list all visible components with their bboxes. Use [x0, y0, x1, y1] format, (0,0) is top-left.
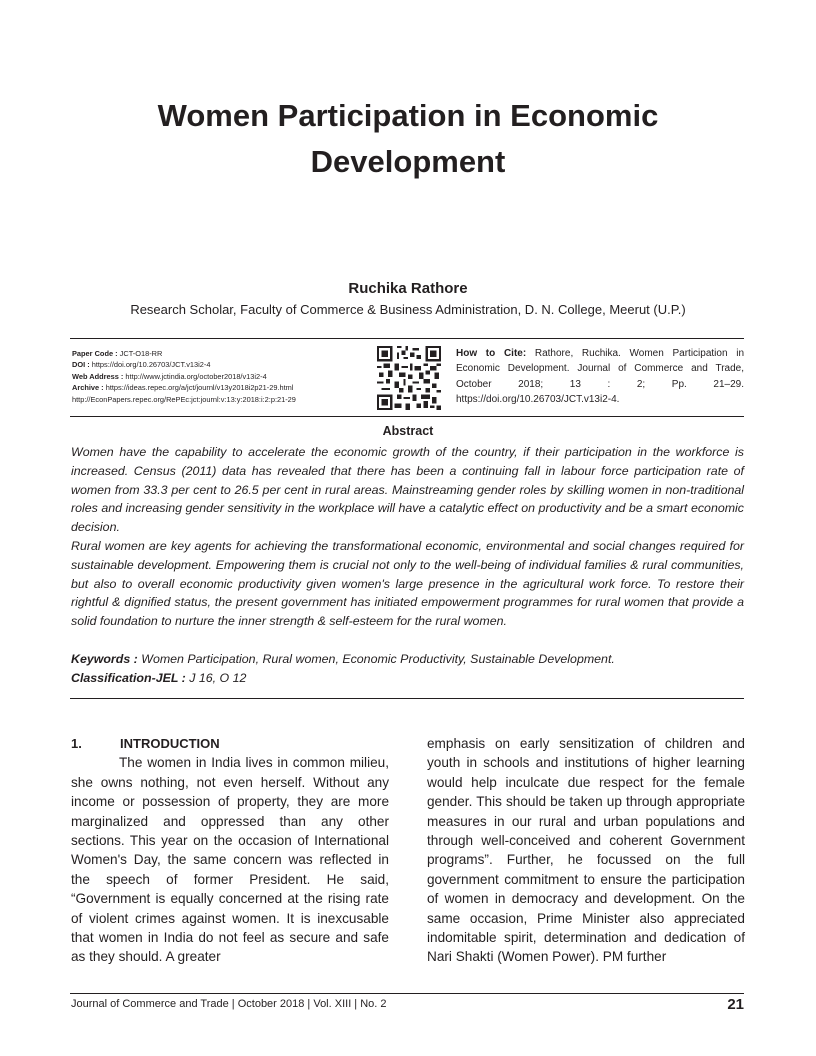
- doi-label: DOI :: [72, 360, 90, 370]
- archive-link-2[interactable]: http://EconPapers.repec.org/RePEc:jct:journl:v:13:y:2018:i:2:p:21-29: [72, 394, 296, 404]
- abstract-divider: [70, 698, 744, 699]
- paper-code-line: [72, 348, 372, 359]
- author-affiliation: Research Scholar, Faculty of Commerce & Business Administration, D. N. College, Meerut (U.P.): [130, 302, 686, 317]
- abstract-body: [71, 443, 744, 631]
- web-line: [72, 371, 372, 382]
- title-line-2: Development: [310, 144, 506, 179]
- top-divider: [70, 338, 744, 339]
- author-name: Ruchika Rathore: [348, 280, 468, 297]
- footer-divider: [70, 993, 744, 994]
- qr-code-icon: [377, 346, 441, 410]
- paper-code: JCT-O18-RR: [119, 349, 163, 358]
- web-label: Web Address :: [72, 371, 124, 381]
- classification-label: Classification-JEL :: [71, 671, 186, 685]
- classification-jel: [71, 671, 744, 685]
- title-line-1: Women Participation in Economic: [157, 98, 659, 133]
- archive-line: [72, 382, 372, 393]
- section-title: INTRODUCTION: [120, 736, 220, 751]
- paper-code-label: Paper Code :: [72, 349, 118, 358]
- right-column: [427, 734, 745, 967]
- keywords-text: Women Participation, Rural women, Economic Productivity, Sustainable Development.: [141, 652, 615, 666]
- cite-text: Rathore, Ruchika. Women Participation in Economic Development. Journal of Commerce and Trade, October 2018; 13 : 2; Pp. 21–29. https://doi.org/10.26703/JCT.v13i2-4.: [456, 348, 745, 406]
- abstract-paragraph-1: Women have the capability to accelerate the economic growth of the country, if their participation in the workforce is increased. Census (2011) data has revealed that there has been a continuing fall in labour force participation rate of women from 33.3 per cent to 26.5 per cent in rural areas. Mainstreaming gender roles by skilling women in non-traditional roles and increasing gender sensitivity in the workplace will have a catalytic effect on productivity and be a smart economic decision.: [71, 445, 744, 535]
- intro-paragraph-right: emphasis on early sensitization of children and youth in schools and institutions of higher learning would help inculcate due respect for the female gender. This should be taken up through appropriate measures in our rural and urban populations and through well-conceived and coherent Government programs”. Further, he focussed on the full government commitment to ensure the participation of women in democracy and development. On the same occasion, Prime Minister also appreciated indomitable spirit, determination and dedication of Nari Shakti (Women Power). PM further: [427, 736, 745, 965]
- journal-footer: Journal of Commerce and Trade | October 2018 | Vol. XIII | No. 2: [71, 998, 387, 1010]
- page-number: 21: [727, 996, 744, 1013]
- archive-line-2: [72, 394, 372, 405]
- section-number: 1.: [71, 736, 82, 751]
- intro-paragraph-left: The women in India lives in common milieu, she owns nothing, not even herself. Without any income or possession of property, they are more marginalized and oppressed than any other sections. This year on the occasion of International Women's Day, the same concern was reflected in the speech of former President. He said, “Government is equally concerned at the rising rate of violent crimes against women. It is inexcusable that women in India do not feel as secure and safe as they should. A greater: [71, 755, 389, 965]
- paper-metadata: [72, 348, 372, 405]
- keywords: [71, 652, 744, 666]
- paper-title: [70, 93, 746, 185]
- left-column: [71, 734, 389, 967]
- classification-text: J 16, O 12: [189, 671, 247, 685]
- section-heading: [71, 734, 389, 753]
- doi-link[interactable]: https://doi.org/10.26703/JCT.v13i2-4: [91, 360, 211, 370]
- keywords-label: Keywords :: [71, 652, 138, 666]
- cite-label: How to Cite:: [456, 348, 527, 359]
- web-link[interactable]: http://www.jctindia.org/october2018/v13i2-4: [125, 371, 267, 381]
- archive-link[interactable]: https://ideas.repec.org/a/jct/journl/v13y2018i2p21-29.html: [105, 383, 294, 393]
- abstract-heading: Abstract: [382, 424, 434, 438]
- doi-line: [72, 359, 372, 370]
- abstract-paragraph-2: Rural women are key agents for achieving the transformational economic, environmental and social changes required for sustainable development. Empowering them is crucial not only to the well-being of individual families & rural communities, but also to overall economic productivity given women's large presence in the agricultural work force. To restore their rightful & dignified status, the present government has initiated empowerment programmes for rural women that provide a solid foundation to nurture the inner strength & self-esteem for the rural women.: [71, 538, 744, 629]
- meta-divider: [70, 416, 744, 417]
- how-to-cite: [456, 346, 744, 408]
- archive-label: Archive :: [72, 383, 104, 393]
